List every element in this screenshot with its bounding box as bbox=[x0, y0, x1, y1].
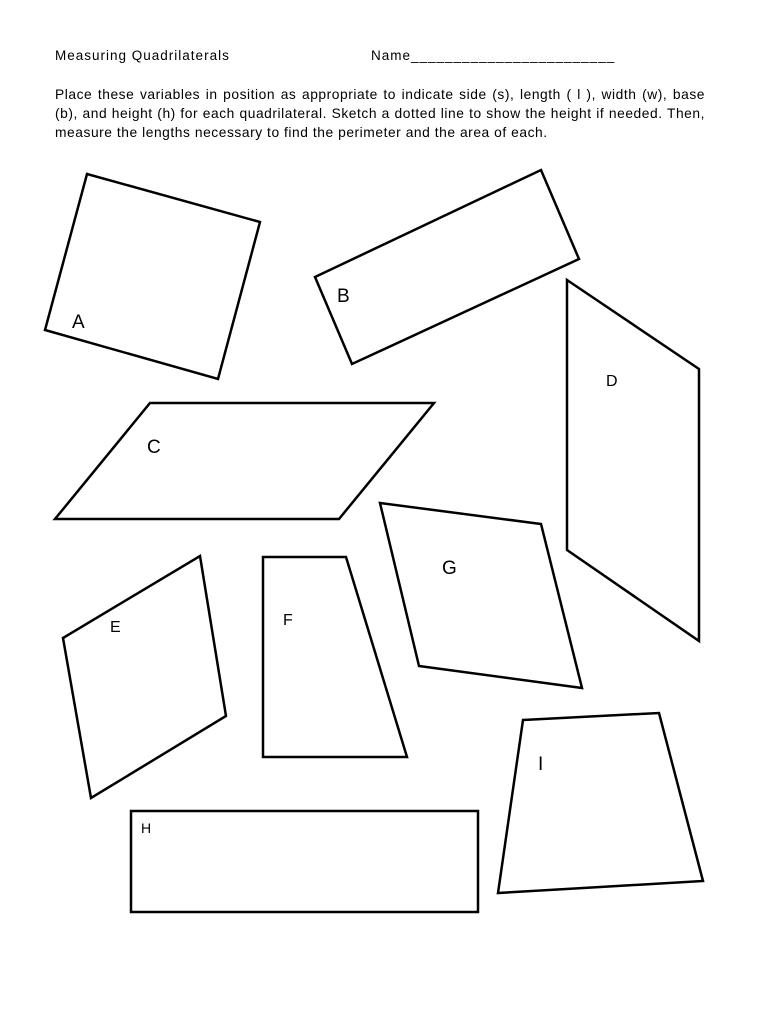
quadrilateral-h-outline bbox=[131, 811, 478, 912]
quadrilateral-b bbox=[315, 170, 579, 364]
quadrilateral-i-outline bbox=[498, 713, 703, 893]
quadrilateral-a bbox=[45, 174, 260, 379]
name-blank[interactable]: Name________________________ bbox=[371, 48, 616, 63]
quadrilateral-a-outline bbox=[45, 174, 260, 379]
quadrilateral-h-label: H bbox=[141, 820, 152, 836]
quadrilateral-d-outline bbox=[567, 280, 699, 641]
quadrilateral-f-label: F bbox=[283, 612, 293, 629]
quadrilateral-g-label: G bbox=[442, 558, 457, 579]
quadrilateral-f bbox=[263, 557, 407, 757]
quadrilateral-c-outline bbox=[55, 403, 434, 519]
quadrilateral-c bbox=[55, 403, 434, 519]
quadrilateral-h bbox=[131, 811, 478, 912]
quadrilateral-e-outline bbox=[63, 556, 226, 798]
instructions-paragraph: Place these variables in position as appropriate to indicate side (s), length ( l ), width (w), base (b), and height (h) for each quadrilateral. Sketch a dotted line to show the height if needed. Then, measure the lengths necessary to find the perimeter and the area of each. bbox=[55, 87, 705, 140]
quadrilateral-i bbox=[498, 713, 703, 893]
quadrilateral-b-outline bbox=[315, 170, 579, 364]
quadrilateral-e-label: E bbox=[110, 619, 121, 636]
quadrilateral-d bbox=[567, 280, 699, 641]
quadrilateral-d-label: D bbox=[606, 373, 618, 390]
quadrilateral-i-label: I bbox=[538, 754, 544, 775]
quadrilateral-f-outline bbox=[263, 557, 407, 757]
quadrilateral-g-outline bbox=[380, 503, 582, 688]
quadrilateral-g bbox=[380, 503, 582, 688]
quadrilateral-e bbox=[63, 556, 226, 798]
worksheet-title: Measuring Quadrilaterals bbox=[55, 48, 230, 63]
quadrilateral-a-label: A bbox=[72, 312, 85, 333]
quadrilateral-b-label: B bbox=[337, 286, 350, 307]
quadrilateral-c-label: C bbox=[147, 437, 161, 458]
